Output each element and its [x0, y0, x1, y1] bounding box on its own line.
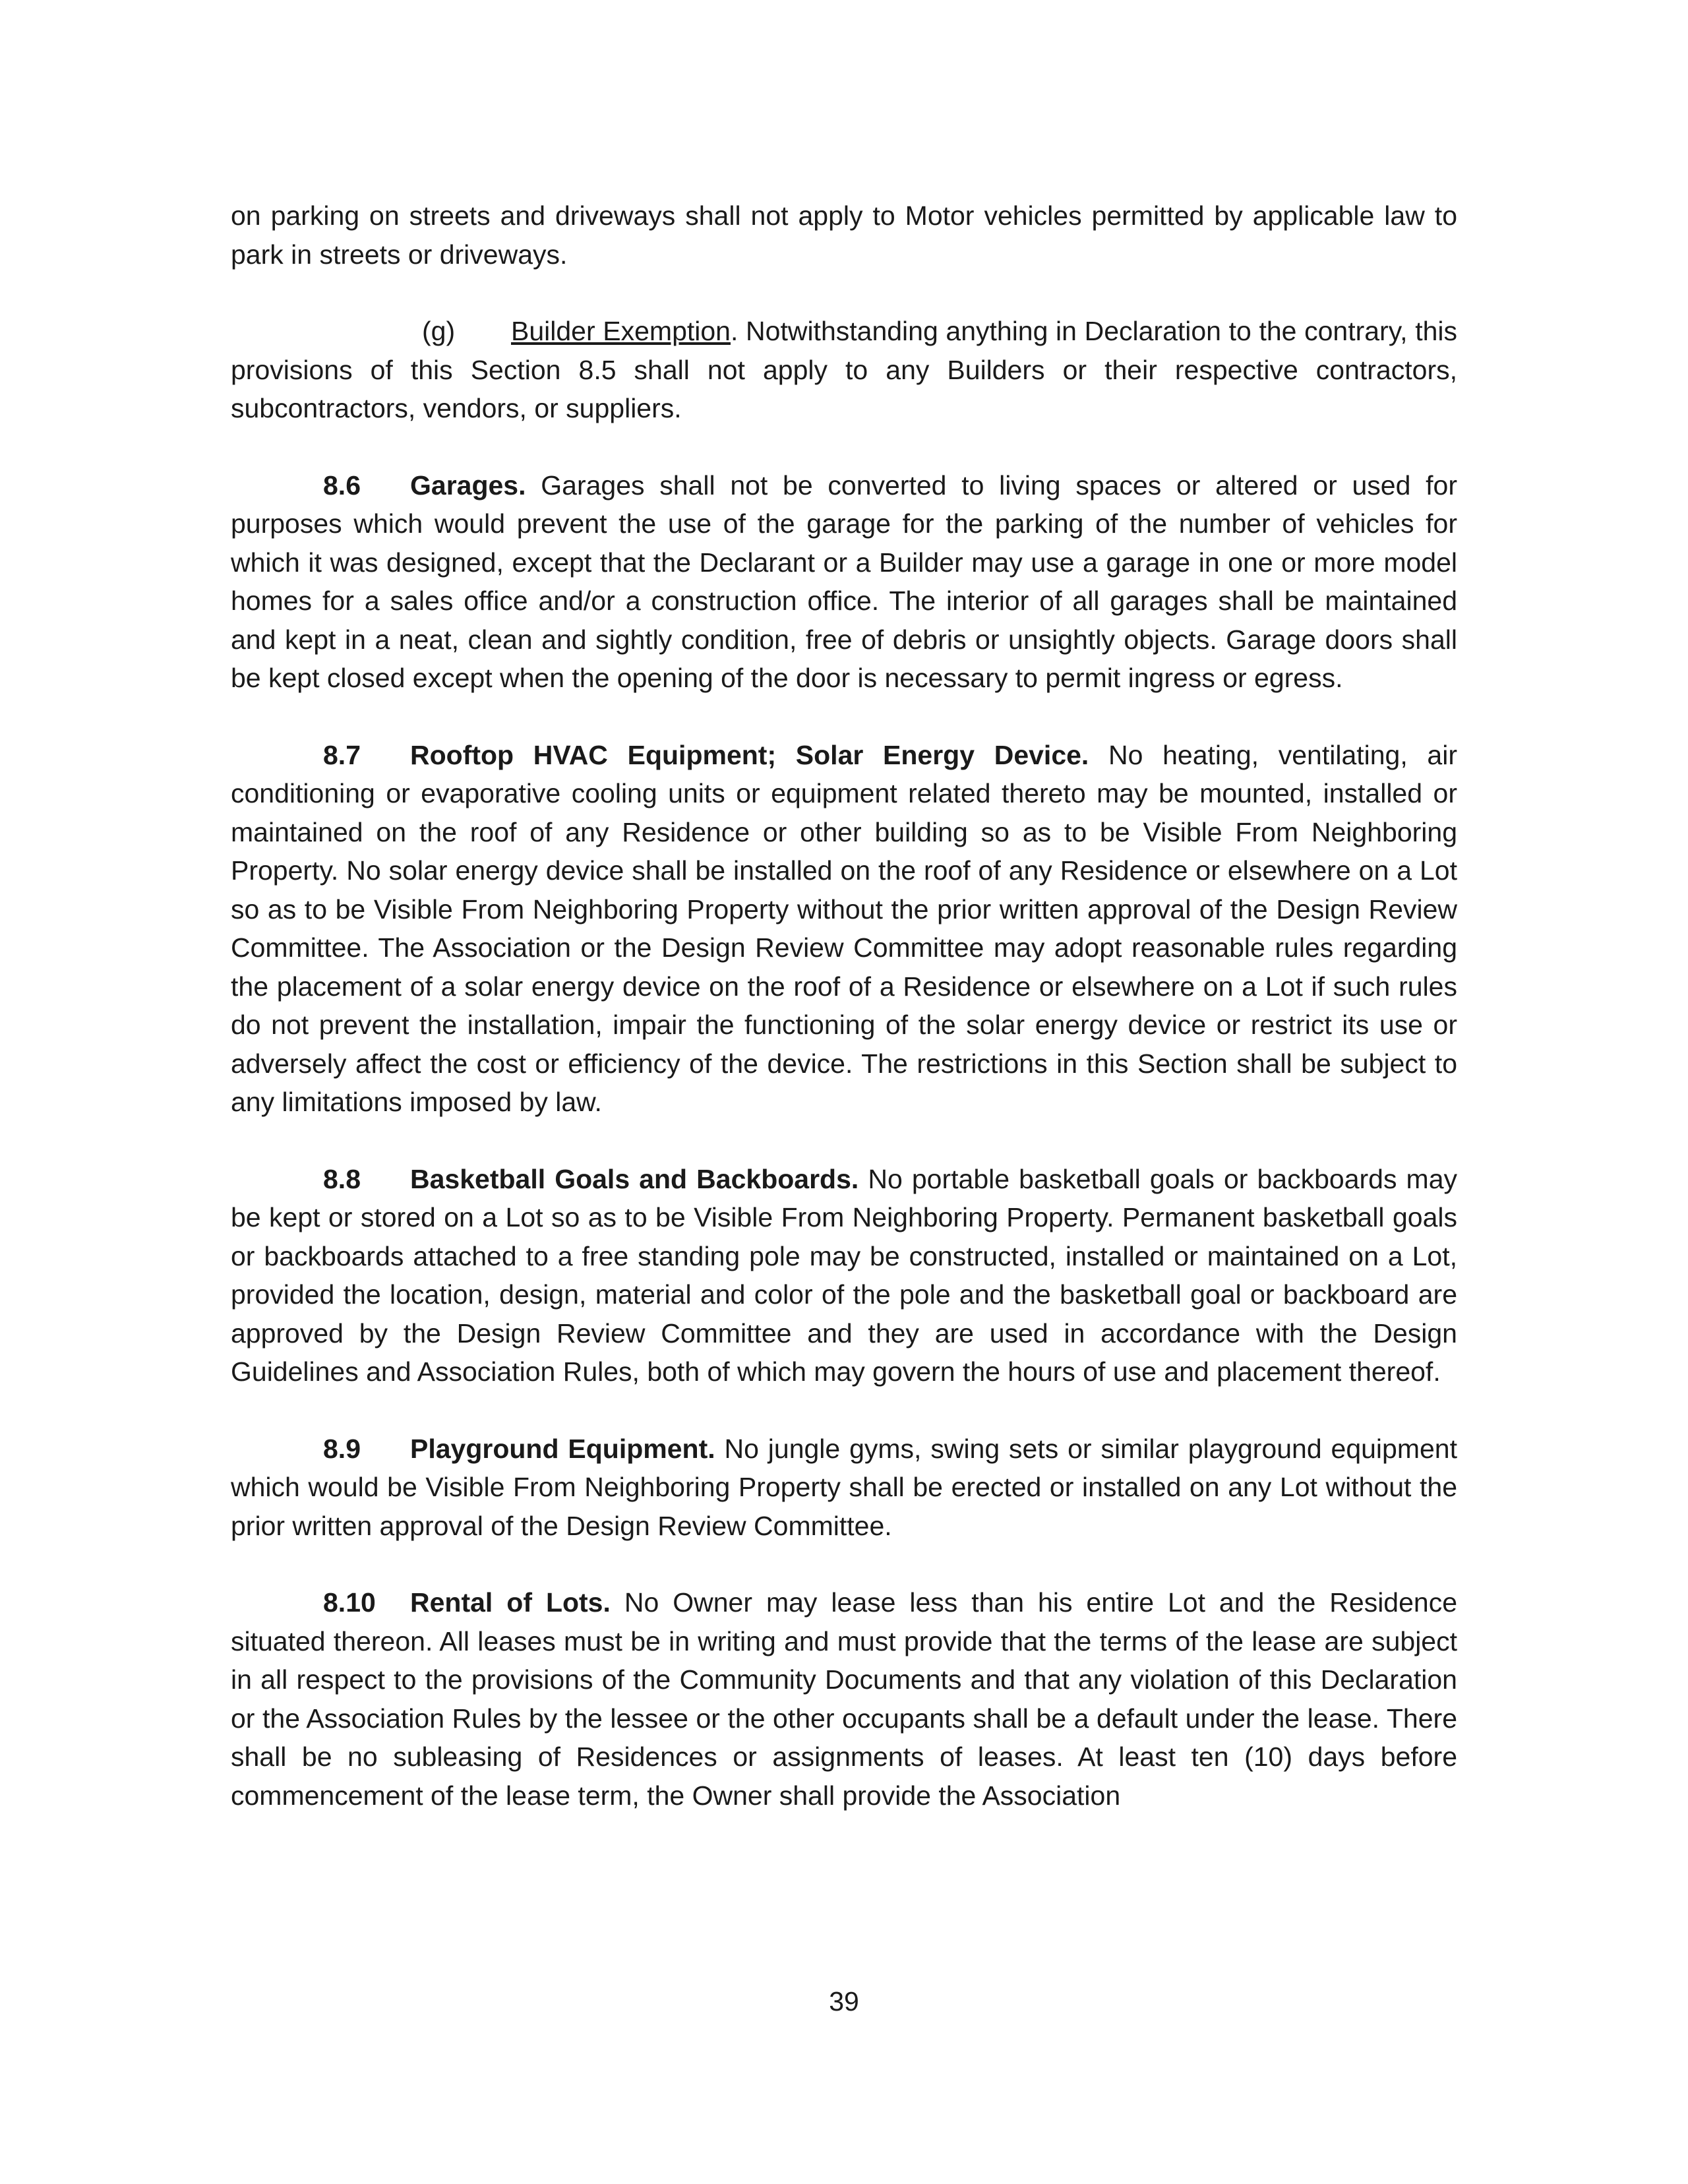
continuation-paragraph: on parking on streets and driveways shall not apply to Motor vehicles permitted by applicable law to park in streets or driveways. [231, 200, 1457, 270]
section-8-10 [231, 1583, 1457, 1815]
section-body: Garages shall not be converted to living spaces or altered or used for purposes which would prevent the use of the garage for the parking of the number of vehicles for which it was designed, except that the Declarant or a Builder may use a garage in one or more model homes for a sales office and/or a construction office. The interior of all garages shall be maintained and kept in a neat, clean and sightly condition, free of debris or unsightly objects. Garage doors shall be kept closed except when the opening of the door is necessary to permit ingress or egress. [231, 470, 1457, 693]
subsection-g [231, 312, 1457, 428]
document-body [231, 197, 1457, 1853]
section-body: No jungle gyms, swing sets or similar playground equipment which would be Visible From Neighboring Property shall be erected or installed on any Lot without the prior written approval of the Design Review Committee. [231, 1433, 1457, 1541]
section-heading: Basketball Goals and Backboards. [410, 1163, 859, 1194]
section-number: 8.8 [323, 1163, 361, 1194]
subsection-heading-end: . [730, 316, 738, 346]
section-number: 8.10 [323, 1587, 376, 1618]
section-body: No Owner may lease less than his entire Lot and the Residence situated thereon. All leases must be in writing and must provide that the terms of the lease are subject in all respect to the provisions of the Community Documents and that any violation of this Declaration or the Association Rules by the lessee or the other occupants shall be a default under the lease. There shall be no subleasing of Residences or assignments of leases. At least ten (10) days before commencement of the lease term, the Owner shall provide the Association [231, 1587, 1458, 1811]
subsection-heading: Builder Exemption [511, 316, 731, 346]
section-heading: Playground Equipment. [410, 1433, 715, 1464]
section-heading: Garages. [410, 470, 526, 501]
section-8-6 [231, 466, 1457, 698]
section-number: 8.7 [323, 739, 361, 770]
section-number: 8.9 [323, 1433, 361, 1464]
section-heading: Rooftop HVAC Equipment; Solar Energy Device. [410, 739, 1089, 770]
page-number: 39 [829, 1986, 859, 2017]
section-8-9 [231, 1430, 1457, 1546]
subsection-body: Notwithstanding anything in Declaration to the contrary, this provisions of this Section 8.5 shall not apply to any Builders or their respective contractors, subcontractors, vendors, or suppliers. [231, 316, 1457, 423]
section-body: No heating, ventilating, air conditioning or evaporative cooling units or equipment related thereto may be mounted, installed or maintained on the roof of any Residence or other building so as to be Visible From Neighboring Property. No solar energy device shall be installed on the roof of any Residence or elsewhere on a Lot so as to be Visible From Neighboring Property without the prior written approval of the Design Review Committee. The Association or the Design Review Committee may adopt reasonable rules regarding the placement of a solar energy device on the roof of a Residence or elsewhere on a Lot if such rules do not prevent the installation, impair the functioning of the solar energy device or restrict its use or adversely affect the cost or efficiency of the device. The restrictions in this Section shall be subject to any limitations imposed by law. [231, 739, 1457, 1117]
section-8-8 [231, 1160, 1457, 1391]
section-heading: Rental of Lots. [410, 1587, 611, 1618]
section-body: No portable basketball goals or backboards may be kept or stored on a Lot so as to be Visible From Neighboring Property. Permanent basketball goals or backboards attached to a free standing pole may be constructed, installed or maintained on a Lot, provided the location, design, material and color of the pole and the basketball goal or backboard are approved by the Design Review Committee and they are used in accordance with the Design Guidelines and Association Rules, both of which may govern the hours of use and placement thereof. [231, 1163, 1458, 1387]
section-number: 8.6 [323, 470, 361, 501]
section-8-7 [231, 736, 1457, 1122]
subsection-number: (g) [422, 316, 456, 346]
